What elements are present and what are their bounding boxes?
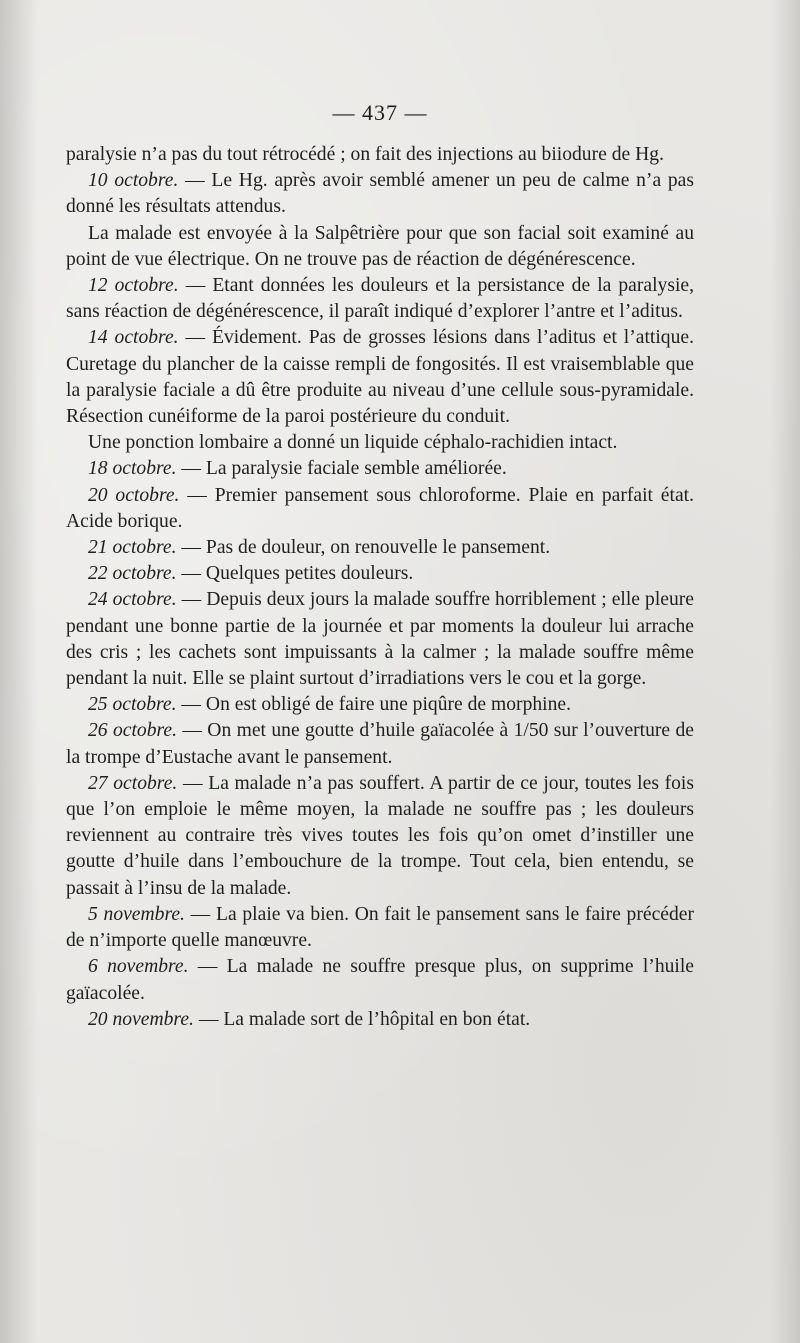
entry-text: — Depuis deux jours la malade souffre horriblement ; elle pleure pendant une bonne partie de la journée et par moments la douleur lui arrache des cris ; les cachets sont impuissants à la calmer ; la malade souffre même pendant la nuit. Elle se plaint surtout d’irradiations vers le cou et la gorge. [66,589,694,690]
entry-text: — Évidement. Pas de grosses lésions dans l’aditus et l’attique. Curetage du plancher de la caisse rempli de fongosités. Il est vraisemblable que la paralysie faciale a dû être produite au niveau d’une cellule sous-pyramidale. Résection cunéiforme de la paroi postérieure du conduit. [66,327,694,428]
entry-text: Une ponction lombaire a donné un liquide céphalo-rachidien intact. [88,432,618,454]
entry-date: 22 octobre. [88,563,177,585]
paragraph [66,587,694,692]
page-number: — 437 — [332,100,428,125]
entry-date: 14 octobre. [88,327,179,349]
body-text [66,142,694,1033]
paragraph [66,221,694,273]
entry-text: — La plaie va bien. On fait le pansement sans le faire précéder de n’importe quelle manœuvre. [66,903,694,952]
paragraph [66,718,694,770]
entry-text: — La paralysie faciale semble améliorée. [176,458,507,480]
entry-text: — Quelques petites douleurs. [176,563,414,585]
paragraph [66,771,694,902]
entry-date: 20 novembre. [88,1008,194,1030]
entry-text: — On met une goutte d’huile gaïacolée à 1/50 sur l’ouverture de la trompe d’Eustache avant le pansement. [66,720,694,768]
paragraph [66,902,694,954]
entry-date: 12 octobre. [88,275,179,297]
paragraph [66,1007,694,1033]
paragraph [66,692,694,718]
paragraph [66,483,694,535]
paragraph [66,273,694,325]
entry-date: 27 octobre. [88,772,178,794]
entry-date: 5 novembre. [88,903,185,925]
entry-date: 18 octobre. [88,458,177,480]
paragraph [66,456,694,482]
entry-date: 21 octobre. [88,537,177,559]
paragraph [66,430,694,456]
entry-date: 25 octobre. [88,694,177,716]
entry-date: 6 novembre. [88,956,189,978]
entry-text: — Le Hg. après avoir semblé amener un peu de calme n’a pas donné les résultats attendus. [66,170,694,218]
page-edge-shadow [770,0,800,1343]
entry-date: 24 octobre. [88,589,177,611]
entry-date: 20 octobre. [88,484,180,506]
entry-text: — Pas de douleur, on renouvelle le pansement. [176,537,551,559]
paragraph [66,954,694,1006]
entry-text: — La malade ne souffre presque plus, on supprime l’huile gaïacolée. [66,956,694,1004]
paragraph [66,325,694,430]
page-gutter-shadow [0,0,38,1343]
paragraph [66,535,694,561]
entry-text: — La malade n’a pas souffert. A partir de ce jour, toutes les fois que l’on emploie le même moyen, la malade ne souffre pas ; les douleurs reviennent au contraire très vives toutes les fois qu’on omet d’instiller une goutte d’huile dans l’embouchure de la trompe. Tout cela, bien entendu, se passait à l’insu de la malade. [66,772,694,899]
entry-text: — Etant données les douleurs et la persistance de la paralysie, sans réaction de dégénérescence, il paraît indiqué d’explorer l’antre et l’aditus. [66,275,694,323]
paragraph [66,142,694,168]
paragraph [66,561,694,587]
entry-date: 10 octobre. [88,170,179,192]
entry-text: — On est obligé de faire une piqûre de morphine. [176,694,572,716]
entry-text: — Premier pansement sous chloroforme. Plaie en parfait état. Acide borique. [66,484,694,532]
entry-text: — La malade sort de l’hôpital en bon état. [193,1008,531,1030]
paragraph [66,168,694,220]
entry-text: La malade est envoyée à la Salpêtrière pour que son facial soit examiné au point de vue électrique. On ne trouve pas de réaction de dégénérescence. [66,222,694,270]
entry-date: 26 octobre. [88,720,177,742]
entry-text: paralysie n’a pas du tout rétrocédé ; on fait des injections au biiodure de Hg. [66,144,664,165]
